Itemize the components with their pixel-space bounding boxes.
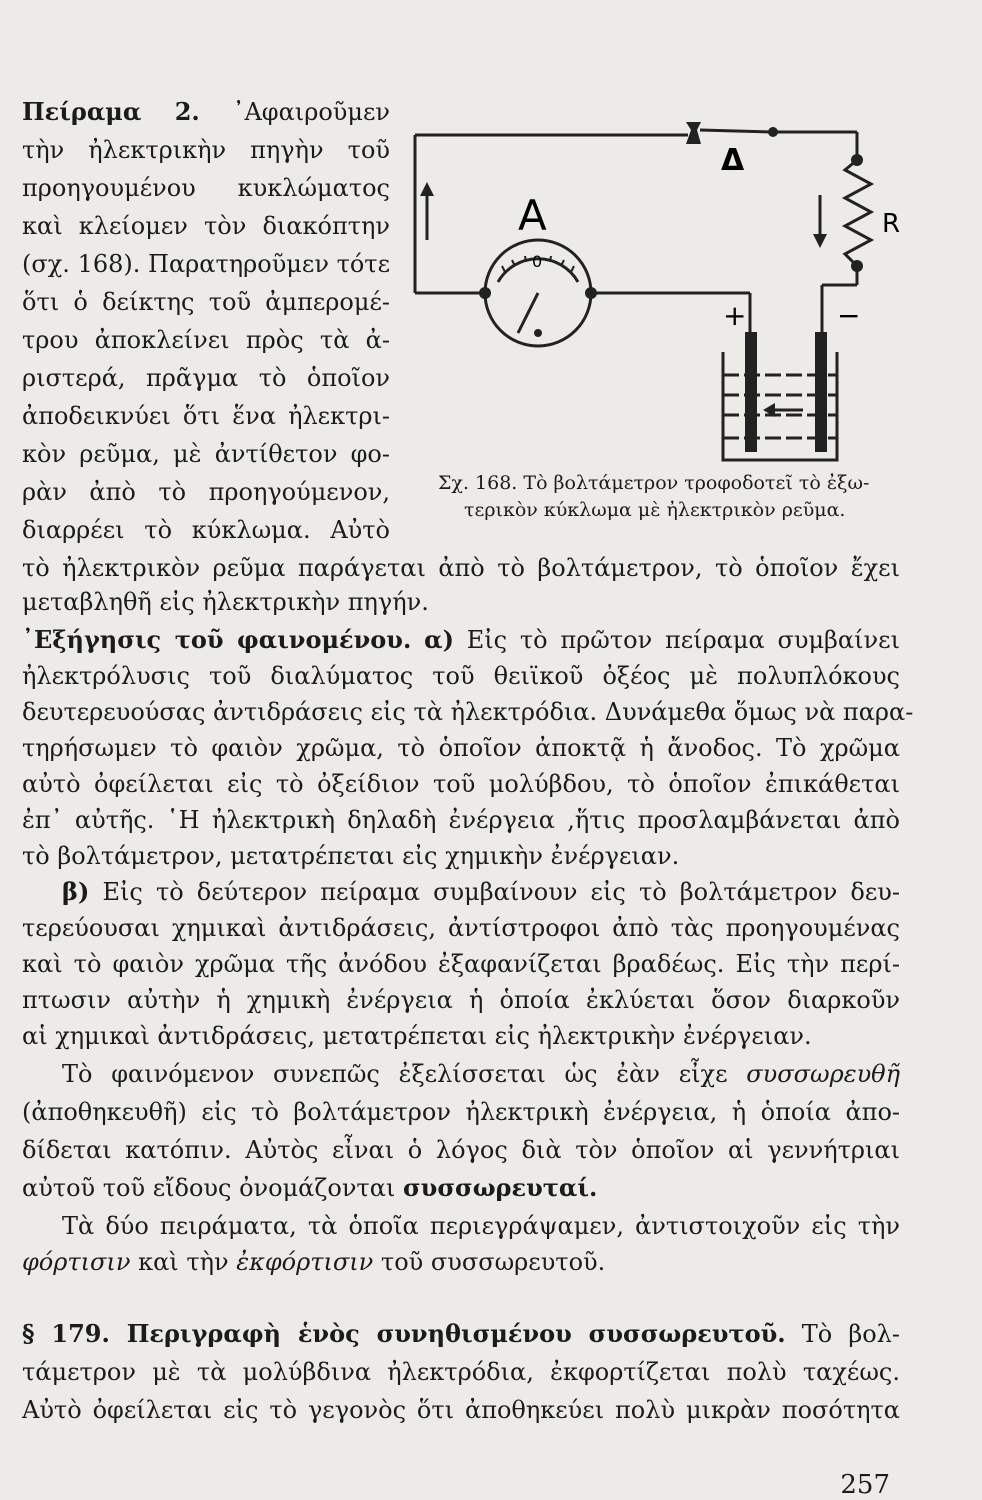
phenomenon-line: δίδεται κατόπιν. Αὐτὸς εἶναι ὁ λόγος διὰ τὸν ὁποῖον αἱ γεννήτριαι <box>22 1136 900 1164</box>
phenomenon-italic: συσσωρευθῆ <box>746 1060 900 1088</box>
explanation-line: ἠλεκτρόλυσις τοῦ διαλύματος τοῦ θειϊκοῦ ὀξέος μὲ πολυπλόκους <box>22 662 900 690</box>
figure-caption-label: Σχ. 168. <box>438 472 518 494</box>
resistor-label: R <box>882 209 901 239</box>
experiments-line: Τὰ δύο πειράματα, τὰ ὁποῖα περιεγράψαμεν, ἀντιστοιχοῦν εἰς τὴν <box>62 1212 900 1240</box>
intro-line-9: κὸν ρεῦμα, μὲ ἀντίθετον φο- <box>22 440 390 468</box>
ammeter-zero-label: 0 <box>532 252 543 271</box>
explanation-line: τὸ βολτάμετρον, μετατρέπεται εἰς χημικὴν ἐνέργειαν. <box>22 842 680 870</box>
section-heading: § 179. Περιγραφὴ ἑνὸς συνηθισμένου συσσωρευτοῦ. <box>22 1319 786 1348</box>
page-number: 257 <box>840 1470 890 1500</box>
plus-terminal-label: + <box>723 299 747 332</box>
phenomenon-term: συσσωρευταί. <box>402 1173 598 1202</box>
experiments-line <box>22 1246 900 1278</box>
experiments-text: τοῦ συσσωρευτοῦ. <box>380 1248 606 1276</box>
section-text: Τὸ βολ- <box>801 1320 900 1348</box>
figure-caption-text-1: Τὸ βολτάμετρον τροφοδοτεῖ τὸ ἐξω- <box>523 472 870 494</box>
minus-terminal-label: − <box>837 299 861 332</box>
explanation-line: καὶ τὸ φαιὸν χρῶμα τῆς ἀνόδου ἐξαφανίζεται βραδέως. Εἰς τὴν περί- <box>22 950 900 978</box>
body-line: μεταβληθῆ εἰς ἠλεκτρικὴν πηγήν. <box>22 588 429 616</box>
explanation-line: τηρήσωμεν τὸ φαιὸν χρῶμα, τὸ ὁποῖον ἀποκτᾷ ἡ ἄνοδος. Τὸ χρῶμα <box>22 734 900 762</box>
experiment-heading: Πείραμα 2. <box>22 97 200 126</box>
intro-line-4: (σχ. 168). Παρατηροῦμεν τότε <box>22 250 390 278</box>
body-line: τὸ ἠλεκτρικὸν ρεῦμα παράγεται ἀπὸ τὸ βολτάμετρον, τὸ ὁποῖον ἔχει <box>22 554 900 582</box>
intro-line-8: ἀποδεικνύει ὅτι ἕνα ἠλεκτρι- <box>22 402 390 430</box>
intro-line-11: διαρρέει τὸ κύκλωμα. Αὐτὸ <box>22 516 390 544</box>
intro-line-5: ὅτι ὁ δείκτης τοῦ ἀμπερομέ- <box>22 288 390 316</box>
section-line: Αὐτὸ ὀφείλεται εἰς τὸ γεγονὸς ὅτι ἀποθηκεύει πολὺ μικρὰν ποσότητα <box>22 1396 900 1424</box>
explanation-line: πτωσιν αὐτὴν ἡ χημικὴ ἐνέργεια ἡ ὁποία ἐκλύεται ὅσον διαρκοῦν <box>22 986 900 1014</box>
explanation-text: Εἰς τὸ πρῶτον πείραμα συμβαίνει <box>466 626 900 654</box>
experiments-text: καὶ τὴν <box>138 1248 229 1276</box>
explanation-line: αἱ χημικαὶ ἀντιδράσεις, μετατρέπεται εἰς ἠλεκτρικὴν ἐνέργειαν. <box>22 1022 812 1050</box>
explanation-line <box>22 624 900 656</box>
intro-line-7: ριστερά, πρᾶγμα τὸ ὁποῖον <box>22 364 390 392</box>
marker-b: β) <box>62 877 90 906</box>
phenomenon-line <box>62 1058 900 1090</box>
intro-line-3: καὶ κλείομεν τὸν διακόπτην <box>22 212 390 240</box>
intro-line-1: τὴν ἠλεκτρικὴν πηγὴν τοῦ <box>22 136 390 164</box>
explanation-line: αὐτὸ ὀφείλεται εἰς τὸ ὀξείδιον τοῦ μολύβδου, τὸ ὁποῖον ἐπικάθεται <box>22 770 900 798</box>
figure-caption-line-1 <box>438 470 908 496</box>
intro-line-text: ᾿Αφαιροῦμεν <box>232 98 390 126</box>
intro-line-10: ρὰν ἀπὸ τὸ προηγούμενον, <box>22 478 390 506</box>
explanation-line: ἐπ᾿ αὐτῆς. ῾Η ἠλεκτρικὴ δηλαδὴ ἐνέργεια ,ἥτις προσλαμβάνεται ἀπὸ <box>22 806 900 834</box>
phenomenon-line <box>22 1172 900 1204</box>
section-line: τάμετρον μὲ τὰ μολύβδινα ἠλεκτρόδια, ἐκφορτίζεται πολὺ ταχέως. <box>22 1358 900 1386</box>
explanation-heading: ᾿Εξήγησις τοῦ φαινομένου. <box>22 625 412 654</box>
voltameter-circuit-figure <box>405 100 925 470</box>
explanation-line <box>62 876 900 908</box>
phenomenon-text: Τὸ φαινόμενον συνεπῶς ἐξελίσσεται ὡς ἐὰν εἶχε <box>62 1060 728 1088</box>
phenomenon-line: (ἀποθηκευθῆ) εἰς τὸ βολτάμετρον ἠλεκτρικὴ ἐνέργεια, ἡ ὁποία ἀπο- <box>22 1098 900 1126</box>
figure-caption-line-2: τερικὸν κύκλωμα μὲ ἠλεκτρικὸν ρεῦμα. <box>464 499 846 521</box>
section-line <box>22 1318 900 1350</box>
explanation-line: δευτερευούσας ἀντιδράσεις εἰς τὰ ἠλεκτρόδια. Δυνάμεθα ὅμως νὰ παρα- <box>22 698 914 726</box>
ammeter-label: A <box>518 191 547 240</box>
explanation-text: Εἰς τὸ δεύτερον πείραμα συμβαίνουν εἰς τὸ βολτάμετρον δευ- <box>102 878 900 906</box>
explanation-line: τερεύουσαι χημικαὶ ἀντιδράσεις, ἀντίστροφοι ἀπὸ τὰς προηγουμένας <box>22 914 900 942</box>
switch-label: Δ <box>721 143 745 178</box>
intro-line-2: προηγουμένου κυκλώματος <box>22 174 390 202</box>
charging-term: φόρτισιν <box>22 1248 131 1276</box>
discharging-term: ἐκφόρτισιν <box>236 1248 374 1276</box>
phenomenon-text: αὐτοῦ τοῦ εἴδους ὀνομάζονται <box>22 1174 396 1202</box>
intro-line-6: τρου ἀποκλείνει πρὸς τὰ ἀ- <box>22 326 390 354</box>
marker-a: α) <box>424 625 454 654</box>
intro-line-0 <box>22 96 390 128</box>
